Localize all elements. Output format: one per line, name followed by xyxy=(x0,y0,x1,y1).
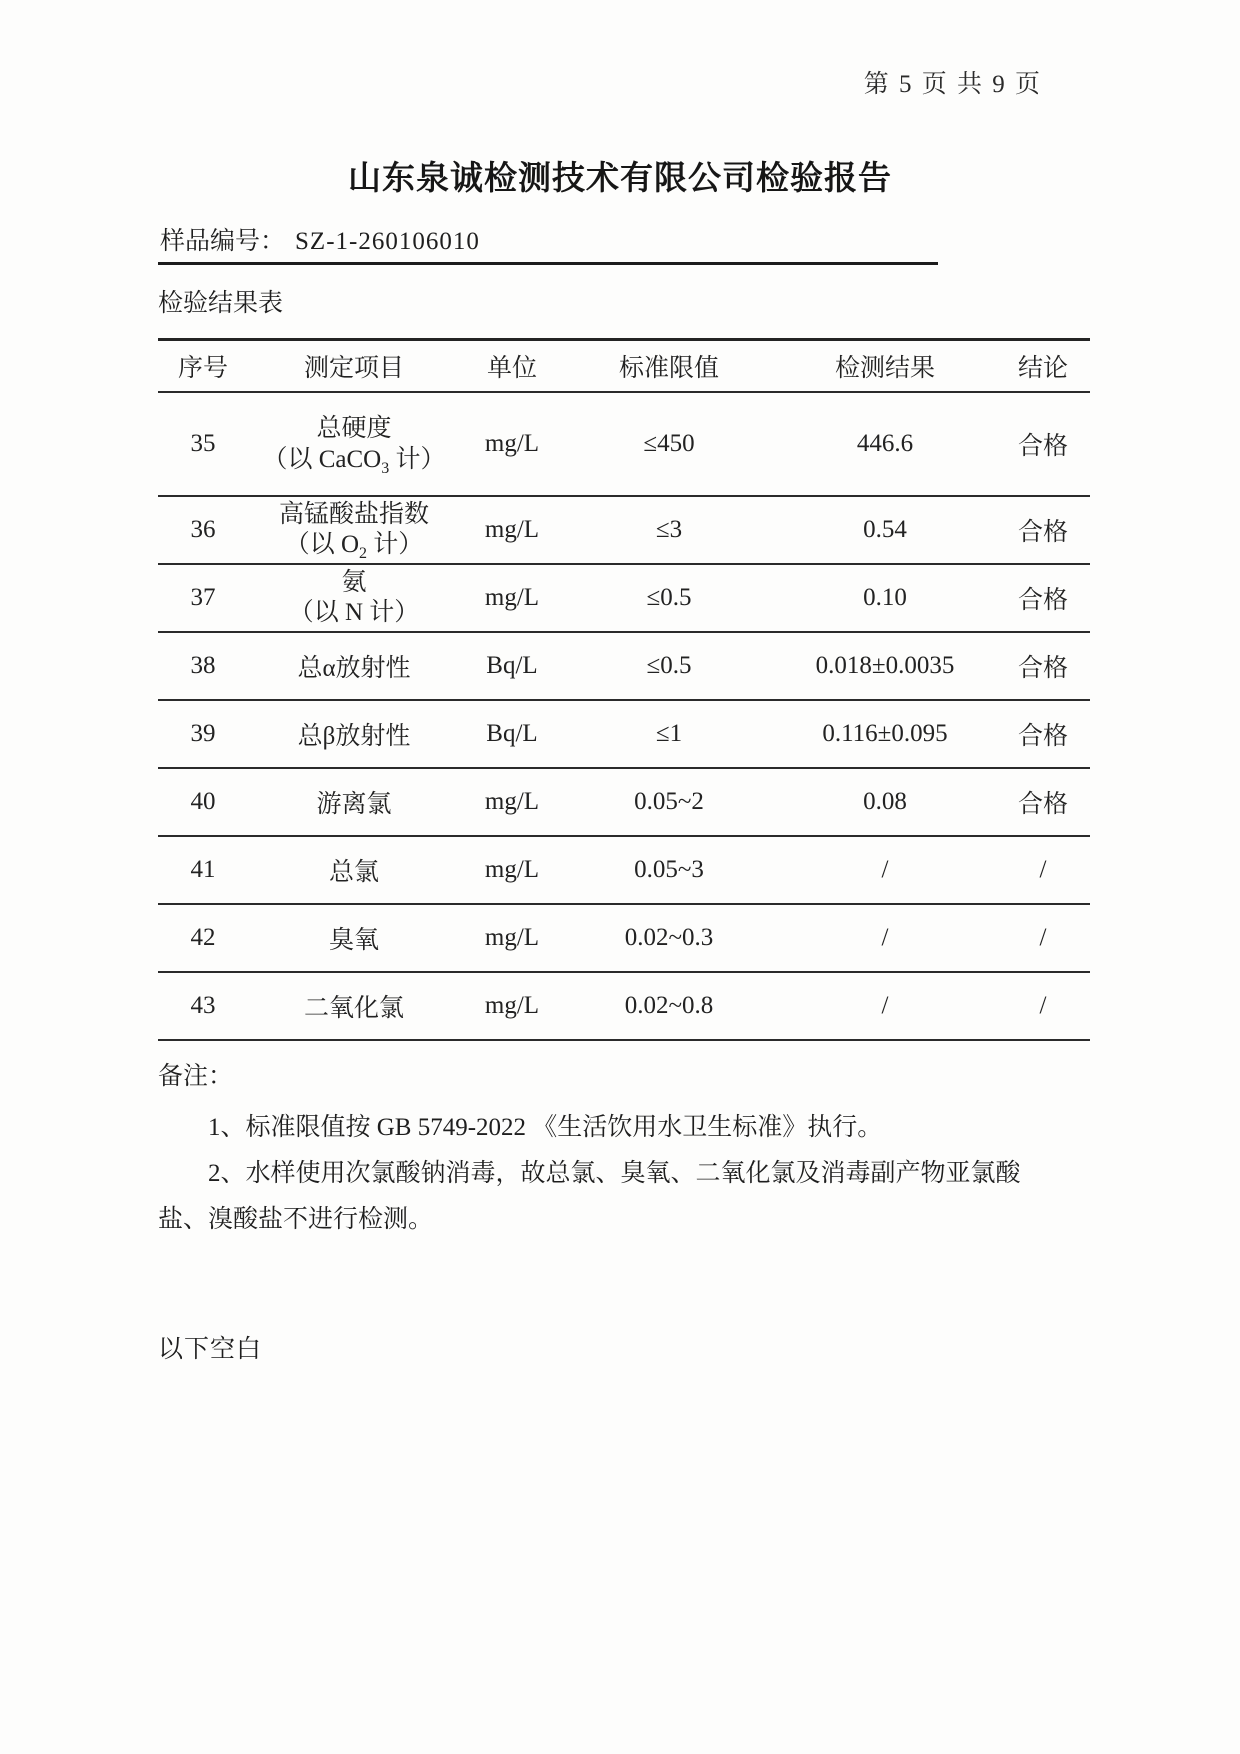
cell-no: 38 xyxy=(158,632,248,700)
cell-result: 0.54 xyxy=(774,496,996,564)
page-content xyxy=(0,199,1240,1365)
cell-result: 446.6 xyxy=(774,392,996,496)
results-table-caption: 检验结果表 xyxy=(158,290,284,317)
cell-unit: mg/L xyxy=(460,768,564,836)
cell-item: 总β放射性 xyxy=(248,700,460,768)
sample-number-line xyxy=(158,221,938,265)
cell-no: 40 xyxy=(158,768,248,836)
table-row xyxy=(158,564,1090,632)
col-header-unit: 单位 xyxy=(460,340,564,393)
table-row xyxy=(158,392,1090,496)
page-number: 第 5 页 共 9 页 xyxy=(863,71,1042,98)
cell-item: 游离氯 xyxy=(248,768,460,836)
table-row xyxy=(158,632,1090,700)
cell-result: 0.10 xyxy=(774,564,996,632)
cell-conclusion: / xyxy=(996,972,1090,1040)
cell-no: 36 xyxy=(158,496,248,564)
cell-limit: 0.02~0.3 xyxy=(564,904,774,972)
cell-no: 39 xyxy=(158,700,248,768)
item-basis: （以 CaCO$_3$ 计） xyxy=(262,446,446,477)
item-name: 高锰酸盐指数 xyxy=(278,501,429,528)
cell-conclusion: 合格 xyxy=(996,564,1090,632)
cell-conclusion: 合格 xyxy=(996,700,1090,768)
cell-unit: mg/L xyxy=(460,392,564,496)
cell-no: 35 xyxy=(158,392,248,496)
cell-conclusion: 合格 xyxy=(996,392,1090,496)
cell-conclusion: 合格 xyxy=(996,768,1090,836)
cell-no: 42 xyxy=(158,904,248,972)
table-row xyxy=(158,496,1090,564)
item-name: 氨 xyxy=(341,569,367,596)
cell-limit: 0.02~0.8 xyxy=(564,972,774,1040)
cell-limit: ≤0.5 xyxy=(564,564,774,632)
cell-limit: ≤3 xyxy=(564,496,774,564)
table-header-row xyxy=(158,340,1090,393)
cell-unit: mg/L xyxy=(460,836,564,904)
cell-unit: mg/L xyxy=(460,564,564,632)
cell-item: 臭氧 xyxy=(248,904,460,972)
blank-footer: 以下空白 xyxy=(158,1336,263,1363)
sample-number-value: SZ-1-260106010 xyxy=(295,228,480,255)
cell-result: 0.116±0.095 xyxy=(774,700,996,768)
cell-result: 0.08 xyxy=(774,768,996,836)
cell-unit: mg/L xyxy=(460,496,564,564)
col-header-conclusion: 结论 xyxy=(996,340,1090,393)
cell-item xyxy=(248,564,460,632)
cell-limit: ≤0.5 xyxy=(564,632,774,700)
cell-conclusion: 合格 xyxy=(996,632,1090,700)
sample-number-label: 样品编号： xyxy=(160,228,286,255)
col-header-limit: 标准限值 xyxy=(564,340,774,393)
cell-limit: ≤450 xyxy=(564,392,774,496)
cell-item: 总α放射性 xyxy=(248,632,460,700)
item-name: 总硬度 xyxy=(316,415,392,442)
cell-item: 二氧化氯 xyxy=(248,972,460,1040)
cell-unit: mg/L xyxy=(460,904,564,972)
col-header-item: 测定项目 xyxy=(248,340,460,393)
cell-unit: Bq/L xyxy=(460,700,564,768)
cell-conclusion: / xyxy=(996,836,1090,904)
cell-conclusion: / xyxy=(996,904,1090,972)
cell-limit: ≤1 xyxy=(564,700,774,768)
cell-item xyxy=(248,496,460,564)
cell-unit: mg/L xyxy=(460,972,564,1040)
table-row xyxy=(158,972,1090,1040)
cell-no: 43 xyxy=(158,972,248,1040)
cell-no: 37 xyxy=(158,564,248,632)
cell-conclusion: 合格 xyxy=(996,496,1090,564)
cell-result: / xyxy=(774,836,996,904)
cell-limit: 0.05~3 xyxy=(564,836,774,904)
cell-unit: Bq/L xyxy=(460,632,564,700)
table-row xyxy=(158,700,1090,768)
item-basis: （以 N 计） xyxy=(288,599,420,626)
report-title: 山东泉诚检测技术有限公司检验报告 xyxy=(348,161,892,197)
table-row xyxy=(158,904,1090,972)
cell-result: / xyxy=(774,904,996,972)
cell-result: / xyxy=(774,972,996,1040)
table-row xyxy=(158,836,1090,904)
results-table xyxy=(158,338,1090,1041)
cell-limit: 0.05~2 xyxy=(564,768,774,836)
remark-note-1: 1、标准限值按 GB 5749-2022 《生活饮用水卫生标准》执行。 xyxy=(208,1114,883,1141)
col-header-no: 序号 xyxy=(158,340,248,393)
cell-item xyxy=(248,392,460,496)
item-basis: （以 $O_2$ 计） xyxy=(284,531,424,562)
cell-item: 总氯 xyxy=(248,836,460,904)
remark-note-2: 2、水样使用次氯酸钠消毒，故总氯、臭氧、二氧化氯及消毒副产物亚氯酸盐、溴酸盐不进行检测。 xyxy=(158,1160,1021,1233)
col-header-result: 检测结果 xyxy=(774,340,996,393)
remarks-label: 备注： xyxy=(158,1063,234,1090)
table-row xyxy=(158,768,1090,836)
cell-result: 0.018±0.0035 xyxy=(774,632,996,700)
cell-no: 41 xyxy=(158,836,248,904)
